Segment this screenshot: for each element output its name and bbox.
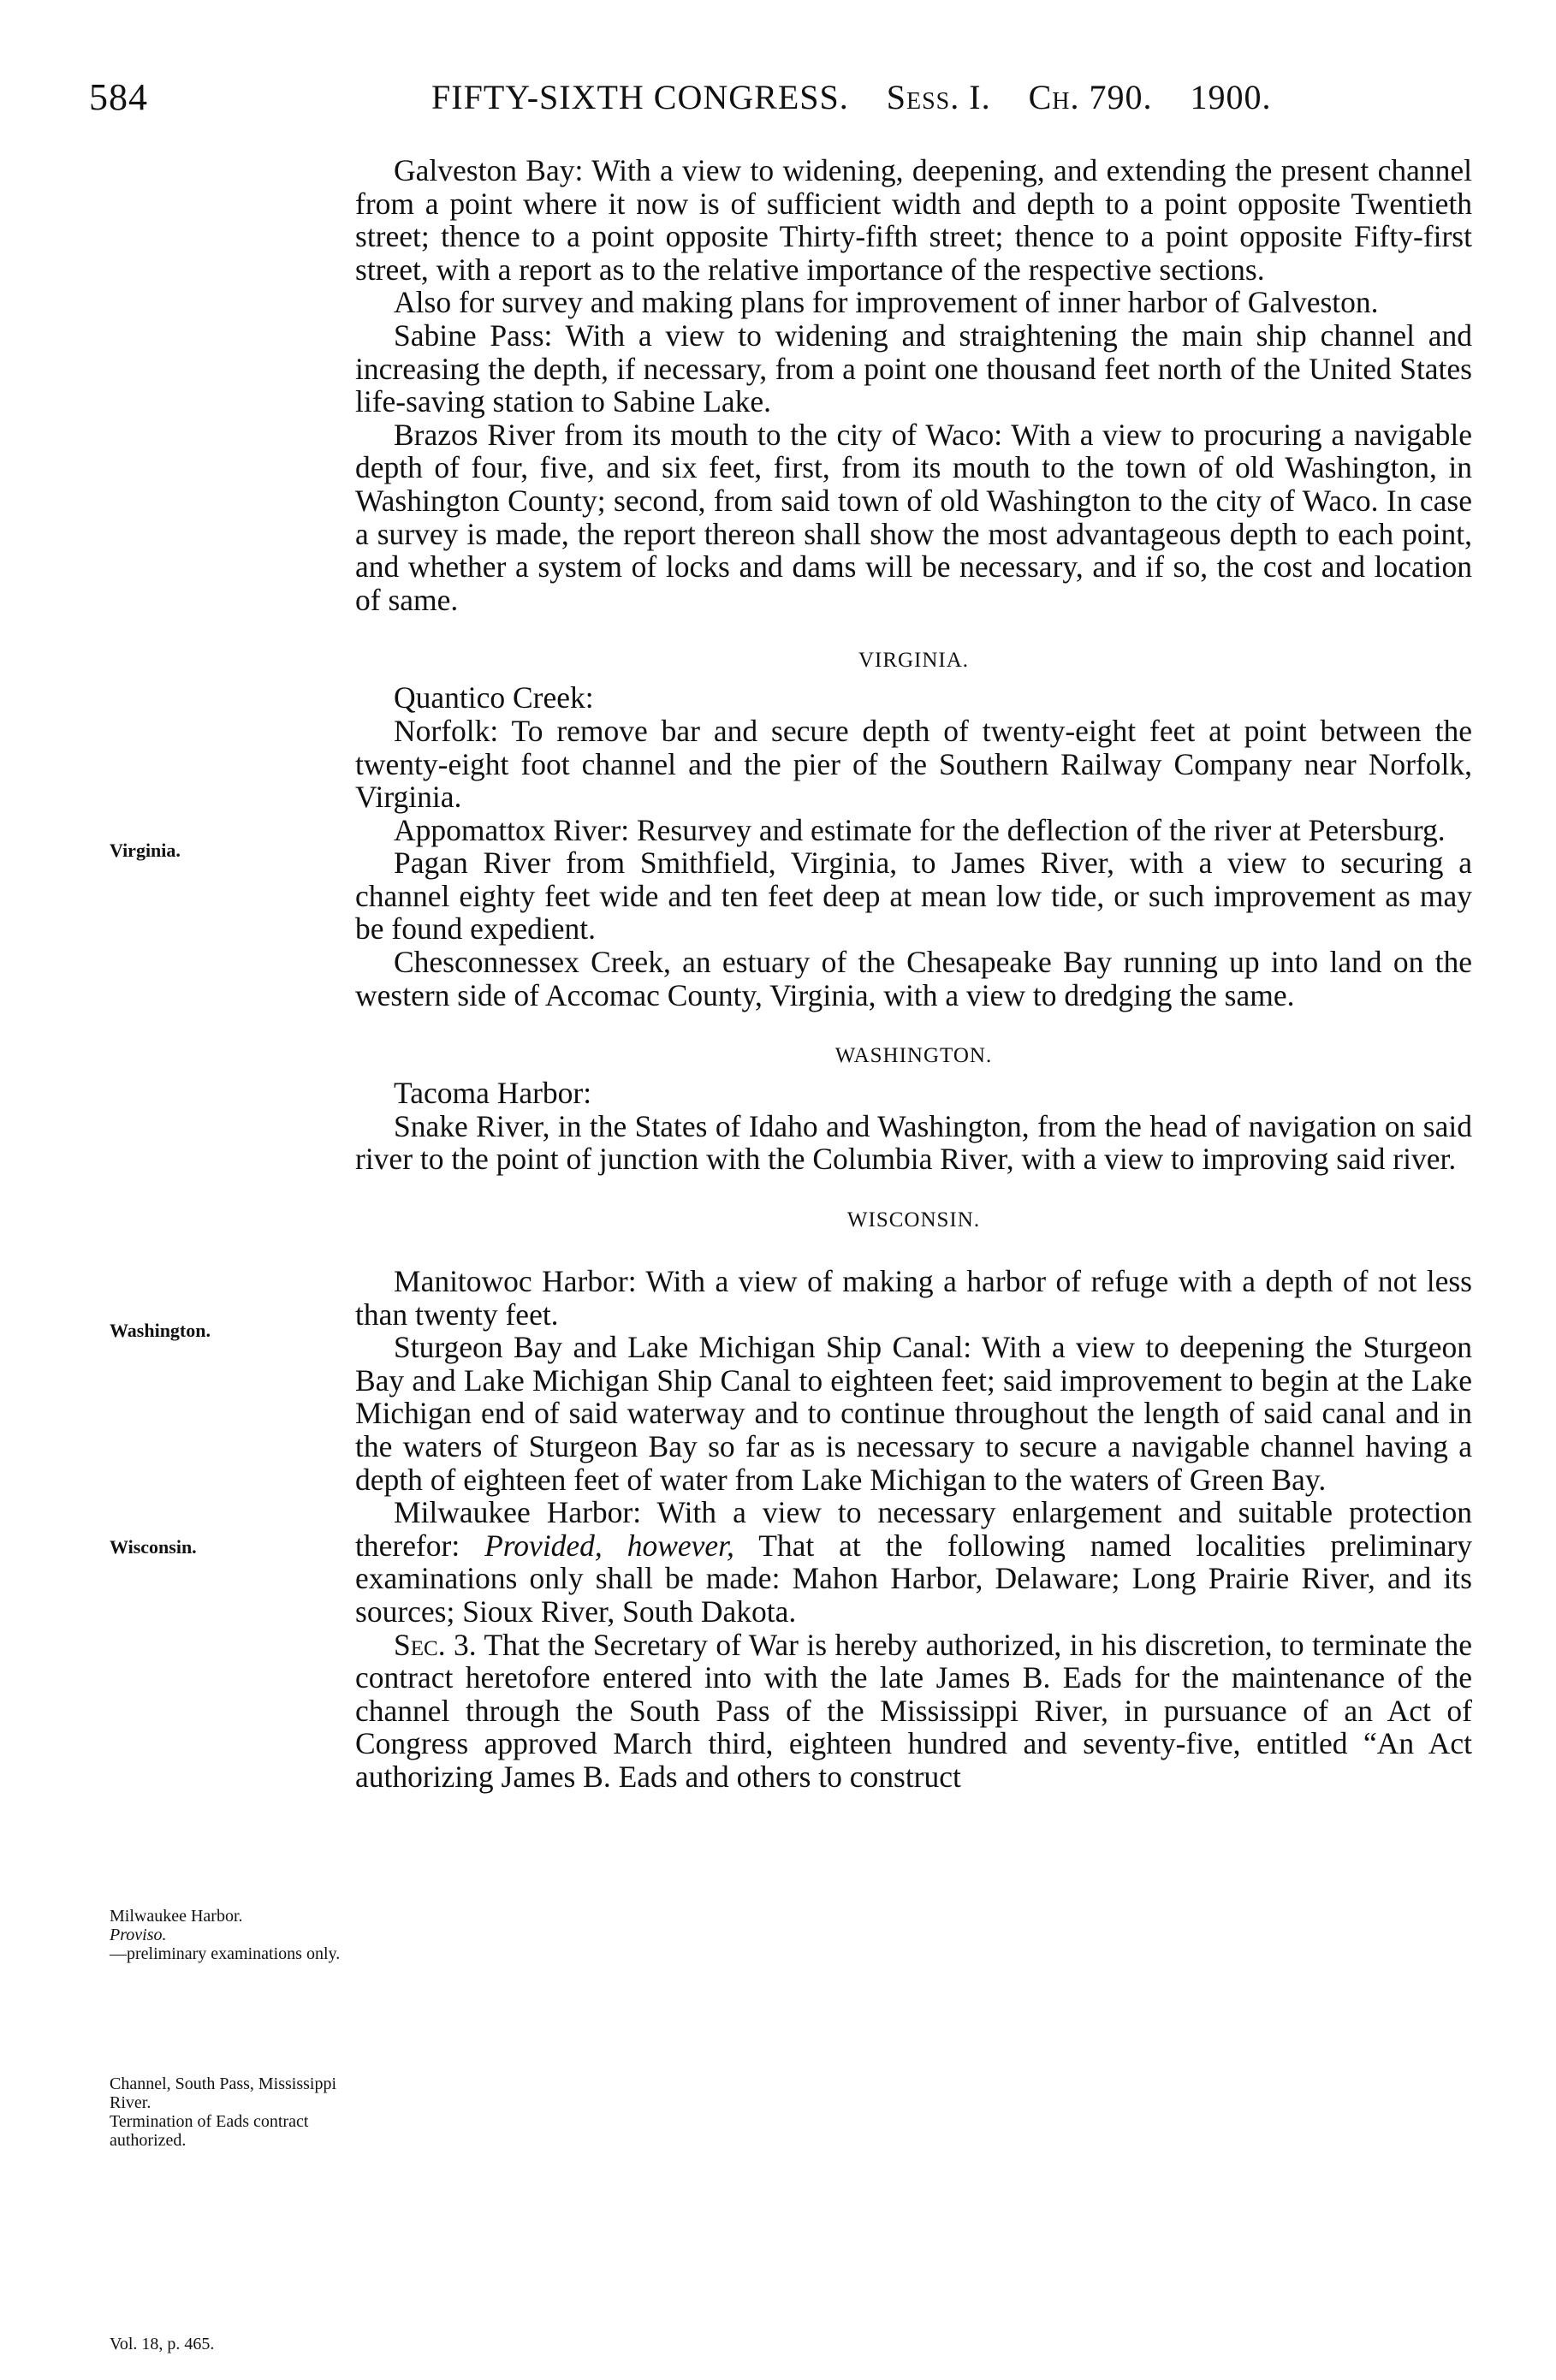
heading-washington: WASHINGTON. [834, 1044, 993, 1068]
para-milwaukee [355, 1496, 1472, 1628]
proviso-word: Provided, however, [484, 1528, 734, 1563]
heading-wisconsin: WISCONSIN. [846, 1208, 981, 1232]
side-note-washington: Washington. [110, 1320, 211, 1341]
chapter-label: Ch. 790. [1028, 78, 1153, 116]
milwaukee-text-b: That at the following named localities preliminary examinations only shall be made: Mahon Harbor, Delaware; Long Prairie River, and its sources; Sioux River, South Dakota. [355, 1528, 1473, 1629]
side-note-south-pass [110, 2074, 341, 2150]
side-note-wisconsin: Wisconsin. [110, 1536, 197, 1558]
para-quantico: Quantico Creek: [394, 680, 594, 715]
para-pagan: Pagan River from Smithfield, Virginia, to James River, with a view to securing a channel eighty feet wide and ten feet deep at mean low tide, or such improvement as may be found expedient. [355, 846, 1472, 947]
side-channel: Channel, South Pass, Mississippi River. [110, 2074, 337, 2112]
para-galveston-inner: Also for survey and making plans for improvement of inner harbor of Galveston. [394, 285, 1379, 320]
heading-virginia: VIRGINIA. [858, 649, 970, 673]
para-section-3 [355, 1629, 1472, 1794]
year-label: 1900. [1190, 78, 1272, 116]
para-sturgeon: Sturgeon Bay and Lake Michigan Ship Canal: With a view to deepening the Sturgeon Bay and Lake Michigan Ship Canal to eighteen feet; said improvement to begin at the Lake Michigan end of said waterway and to continue throughout the length of said canal and in the waters of Sturgeon Bay so far as is necessary to secure a navigable channel having a depth of eighteen feet of water from Lake Michigan to the waters of Green Bay. [355, 1330, 1472, 1497]
para-sabine: Sabine Pass: With a view to widening and straightening the main ship channel and increasing the depth, if necessary, from a point one thousand feet north of the United States life-saving station to Sabine Lake. [355, 318, 1472, 419]
para-norfolk: Norfolk: To remove bar and secure depth of twenty-eight feet at point between the twenty-eight foot channel and the pier of the Southern Railway Company near Norfolk, Virginia. [355, 713, 1472, 815]
side-milwaukee-harbor: Milwaukee Harbor. [110, 1907, 243, 1926]
side-note-virginia: Virginia. [110, 840, 181, 861]
section-label: Sec. 3. [394, 1627, 477, 1662]
header-title [431, 77, 1271, 117]
side-note-milwaukee [110, 1907, 341, 1963]
milwaukee-text-a: Milwaukee Harbor: With a view to necessary enlargement and suitable protection therefor: [355, 1495, 1472, 1563]
running-header [89, 75, 1467, 127]
side-prelim: —preliminary examinations only. [110, 1944, 341, 1963]
main-text [355, 154, 1472, 1794]
para-tacoma: Tacoma Harbor: [394, 1076, 592, 1111]
page-number: 584 [89, 76, 148, 118]
side-note-vol: Vol. 18, p. 465. [110, 2335, 215, 2353]
para-chesconnessex: Chesconnessex Creek, an estuary of the Chesapeake Bay running up into land on the western side of Accomac County, Virginia, with a view to dredging the same. [355, 945, 1472, 1012]
para-manitowoc: Manitowoc Harbor: With a view of making a harbor of refuge with a depth of not less than twenty feet. [355, 1264, 1472, 1332]
congress-title: FIFTY-SIXTH CONGRESS. [431, 78, 849, 116]
section-3-text: That the Secretary of War is hereby authorized, in his discretion, to terminate the contract heretofore entered into with the late James B. Eads for the maintenance of the channel through the South Pass of the Mississippi River, in pursuance of an Act of Congress approved March third, eighteen hundred and seventy-five, entitled “An Act authorizing James B. Eads and others to construct [355, 1627, 1472, 1794]
para-appomattox: Appomattox River: Resurvey and estimate for the deflection of the river at Petersburg. [394, 812, 1446, 847]
para-brazos: Brazos River from its mouth to the city of Waco: With a view to procuring a navigable depth of four, five, and six feet, first, from its mouth to the town of old Washington, in Washington County; second, from said town of old Washington to the city of Waco. In case a survey is made, the report thereon shall show the most advantageous depth to each point, and whether a system of locks and dams will be necessary, and if so, the cost and location of same. [355, 417, 1472, 617]
side-termination: Termination of Eads contract authorized. [110, 2112, 309, 2150]
side-proviso: Proviso. [110, 1926, 167, 1944]
para-galveston: Galveston Bay: With a view to widening, deepening, and extending the present channel from a point where it now is of sufficient width and depth to a point opposite Twentieth street; thence to a point opposite Thirty-fifth street; thence to a point opposite Fifty-first street, with a report as to the relative importance of the respective sections. [355, 153, 1472, 287]
para-snake: Snake River, in the States of Idaho and Washington, from the head of navigation on said river to the point of junction with the Columbia River, with a view to improving said river. [355, 1108, 1472, 1177]
session-label: Sess. I. [886, 78, 991, 116]
